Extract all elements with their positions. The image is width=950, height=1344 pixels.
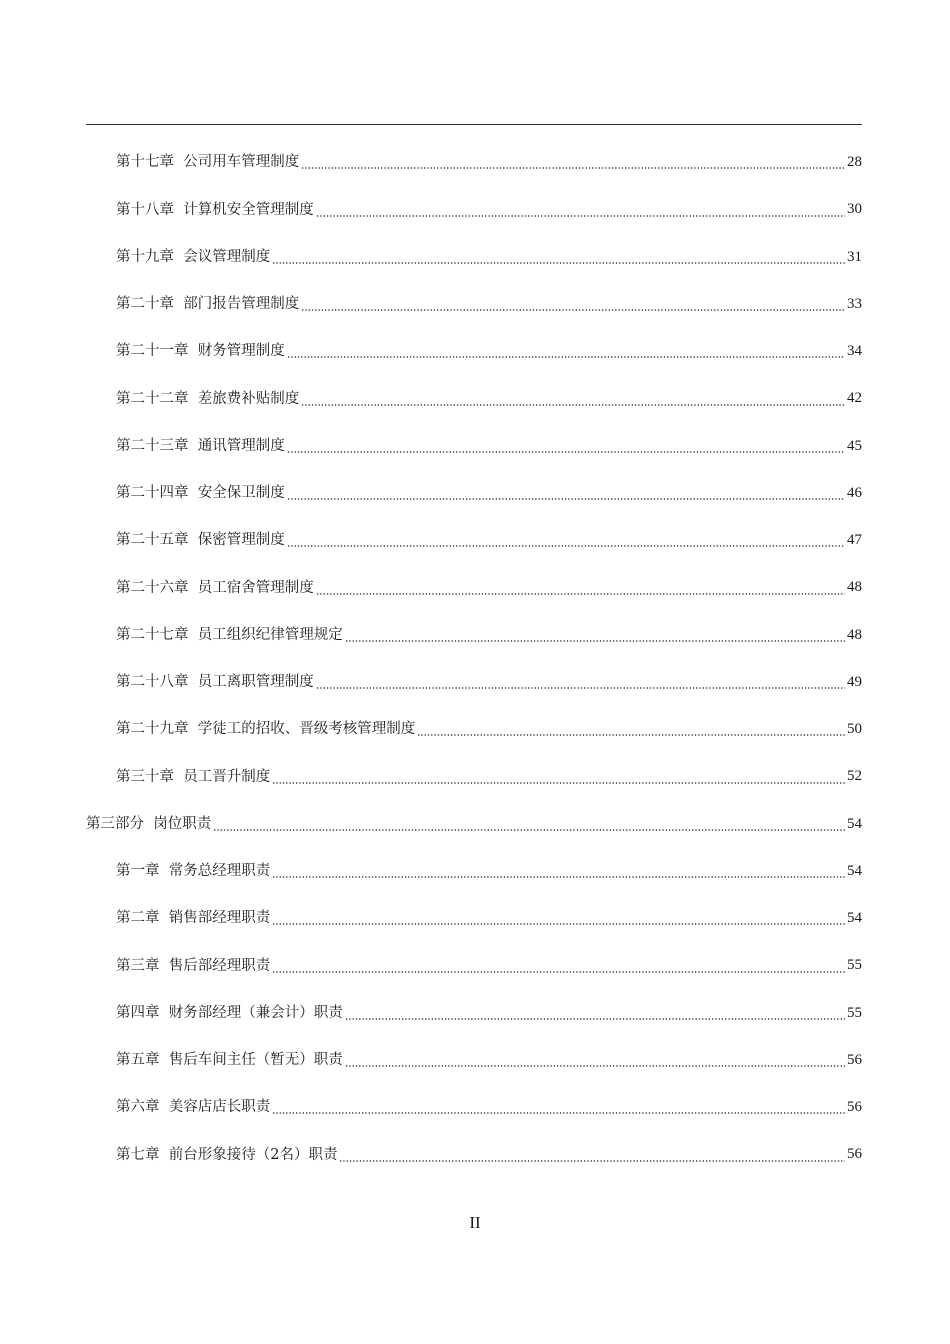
toc-entry-title: 第十九章 会议管理制度 [116, 248, 271, 265]
toc-entry-title: 第二十一章 财务管理制度 [116, 343, 285, 360]
toc-entry[interactable] [86, 470, 862, 517]
toc-dot-leader [272, 876, 845, 878]
toc-entry-page: 34 [847, 343, 862, 360]
toc-dot-leader [213, 829, 845, 831]
toc-entry[interactable] [86, 942, 862, 989]
toc-entry-title: 第十七章 公司用车管理制度 [116, 154, 300, 171]
toc-entry[interactable] [86, 281, 862, 328]
toc-entry-page: 47 [847, 532, 862, 549]
toc-entry[interactable] [86, 1084, 862, 1131]
toc-dot-leader [272, 923, 845, 925]
toc-entry-page: 46 [847, 484, 862, 501]
toc-entry-title: 第三章 售后部经理职责 [116, 957, 271, 974]
toc-entry[interactable] [86, 706, 862, 753]
toc-entry-page: 45 [847, 437, 862, 454]
toc-entry[interactable] [86, 612, 862, 659]
toc-entry[interactable] [86, 1037, 862, 1084]
toc-entry[interactable] [86, 848, 862, 895]
toc-entry[interactable] [86, 753, 862, 800]
toc-entry-title: 第二十八章 员工离职管理制度 [116, 674, 314, 691]
toc-dot-leader [316, 593, 845, 595]
toc-entry-page: 48 [847, 626, 862, 643]
toc-entry[interactable] [86, 234, 862, 281]
toc-entry-title: 第二十四章 安全保卫制度 [116, 485, 285, 502]
toc-entry[interactable] [86, 328, 862, 375]
toc-entry[interactable] [86, 423, 862, 470]
toc-dot-leader [316, 687, 845, 689]
toc-entry-page: 56 [847, 1099, 862, 1116]
toc-entry-page: 33 [847, 295, 862, 312]
toc-dot-leader [287, 498, 845, 500]
toc-entry-page: 54 [847, 862, 862, 879]
toc-entry-page: 28 [847, 154, 862, 171]
toc-entry-title: 第二十章 部门报告管理制度 [116, 296, 300, 313]
toc-entry-title: 第二十二章 差旅费补贴制度 [116, 390, 300, 407]
toc-entry-title: 第二十六章 员工宿舍管理制度 [116, 579, 314, 596]
toc-entry[interactable] [86, 895, 862, 942]
toc-entry-title: 第一章 常务总经理职责 [116, 863, 271, 880]
toc-dot-leader [301, 404, 845, 406]
toc-dot-leader [272, 782, 845, 784]
toc-dot-leader [417, 734, 845, 736]
toc-entry-page: 55 [847, 1004, 862, 1021]
toc-entry-page: 30 [847, 201, 862, 218]
toc-entry-title: 第七章 前台形象接待（2名）职责 [116, 1146, 338, 1163]
toc-entry[interactable] [86, 375, 862, 422]
toc-part-entry[interactable] [86, 801, 862, 848]
toc-entry-title: 第二十七章 员工组织纪律管理规定 [116, 626, 343, 643]
toc-entry-page: 42 [847, 390, 862, 407]
toc-dot-leader [316, 215, 845, 217]
toc-dot-leader [272, 1112, 845, 1114]
toc-dot-leader [301, 309, 845, 311]
toc-dot-leader [339, 1160, 845, 1162]
toc-entry-page: 54 [847, 910, 862, 927]
toc-entry-title: 第六章 美容店店长职责 [116, 1099, 271, 1116]
toc-entry[interactable] [86, 659, 862, 706]
toc-dot-leader [345, 1065, 845, 1067]
toc-entry-page: 50 [847, 721, 862, 738]
toc-entry[interactable] [86, 990, 862, 1037]
toc-dot-leader [345, 1018, 845, 1020]
toc-entry-title: 第二十三章 通讯管理制度 [116, 437, 285, 454]
toc-entry-title: 第三十章 员工晋升制度 [116, 768, 271, 785]
toc-entry-page: 48 [847, 579, 862, 596]
toc-entry-page: 56 [847, 1051, 862, 1068]
toc-dot-leader [345, 640, 845, 642]
table-of-contents [86, 139, 862, 1179]
toc-entry[interactable] [86, 517, 862, 564]
toc-entry[interactable] [86, 1131, 862, 1178]
toc-dot-leader [287, 356, 845, 358]
toc-dot-leader [287, 451, 845, 453]
toc-entry-page: 56 [847, 1146, 862, 1163]
toc-entry-title: 第四章 财务部经理（兼会计）职责 [116, 1004, 343, 1021]
page-number: II [469, 1213, 481, 1232]
toc-entry-page: 31 [847, 248, 862, 265]
toc-entry-page: 55 [847, 957, 862, 974]
toc-entry[interactable] [86, 139, 862, 186]
toc-dot-leader [272, 262, 845, 264]
toc-entry-title: 第二十九章 学徒工的招收、晋级考核管理制度 [116, 721, 416, 738]
toc-dot-leader [301, 167, 845, 169]
toc-entry-title: 第二章 销售部经理职责 [116, 910, 271, 927]
toc-entry-page: 49 [847, 673, 862, 690]
toc-dot-leader [272, 971, 845, 973]
toc-entry-title: 第二十五章 保密管理制度 [116, 532, 285, 549]
toc-dot-leader [287, 545, 845, 547]
toc-entry-title: 第三部分 岗位职责 [86, 815, 212, 832]
toc-entry-title: 第十八章 计算机安全管理制度 [116, 201, 314, 218]
toc-entry[interactable] [86, 564, 862, 611]
toc-entry-page: 52 [847, 768, 862, 785]
toc-entry[interactable] [86, 186, 862, 233]
toc-entry-title: 第五章 售后车间主任（暂无）职责 [116, 1052, 343, 1069]
toc-entry-page: 54 [847, 815, 862, 832]
header-rule [86, 124, 862, 125]
